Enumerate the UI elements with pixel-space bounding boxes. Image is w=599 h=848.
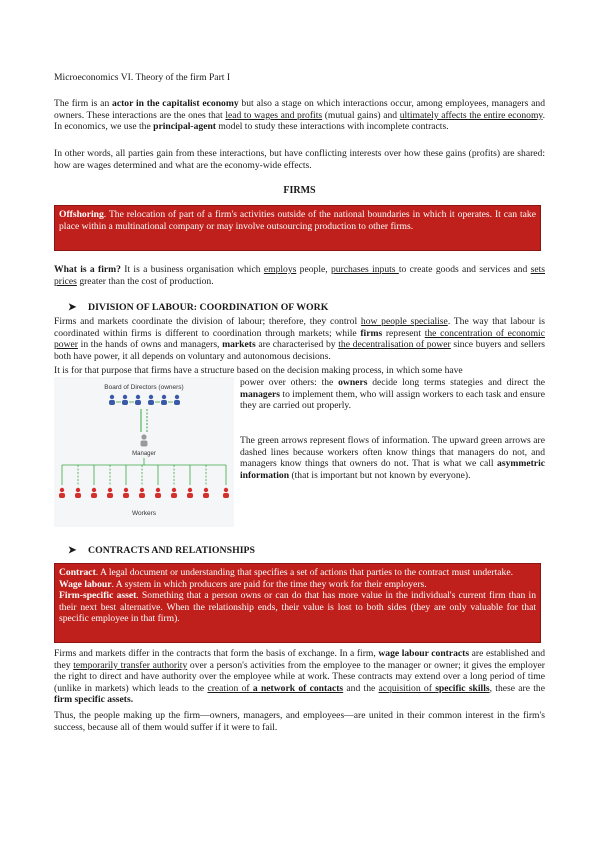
arrow-bullet-icon: ➤ [68, 545, 77, 556]
bold-text: wage labour contracts [378, 648, 470, 659]
firms-section-title: FIRMS [283, 185, 316, 196]
contract-definition [59, 567, 536, 579]
what-is-firm-paragraph [54, 264, 545, 287]
text: model to study these interactions with incomplete contracts. [216, 121, 449, 133]
text: , these are the [489, 682, 545, 694]
bold-underlined-text: a network of contacts [252, 682, 344, 694]
bold-text: firm specific assets. [54, 694, 134, 706]
underlined-text: acquisition of [378, 682, 436, 694]
definition-term: Wage labour [59, 578, 112, 590]
text: Firms and markets differ in the contracts that form the basis of exchange. In a firm, [54, 648, 379, 659]
text: are characterised by [255, 339, 339, 351]
text: since buyers and sellers both have power, it all depends on voluntary and autonomous decisions. [54, 339, 545, 362]
definition-text: . The relocation of part of a firm's activities outside of the national boundaries in which it operates. It can take place within a multinational company or may involve outsourcing production to other firms. [59, 209, 536, 232]
definition-term: Firm-specific asset [59, 590, 137, 602]
underlined-text: the decentralisation of power [338, 339, 451, 351]
text: . In economics, we use the [54, 109, 545, 133]
text: . The way that labour is coordinated within firms is different to coordination through markets; while [54, 316, 545, 339]
division-paragraph [54, 316, 545, 362]
offshoring-definition-box [54, 205, 541, 251]
text: and the [343, 682, 379, 694]
bold-text: markets [222, 339, 256, 351]
bold-text: asymmetric information [240, 458, 545, 481]
text: to implement them, who will assign workers to each task and ensure they are carried out properly. [240, 388, 545, 412]
text: The green arrows represent flows of information. The upward green arrows are dashed lines because workers often know things that managers do not, and managers know things that owners do not. That is what we call [240, 435, 545, 470]
text: Firms and markets coordinate the division of labour; therefore, they control [54, 316, 361, 327]
underlined-text: purchases inputs [330, 264, 399, 275]
definition-text: . A legal document or understanding that specifies a set of actions that parties to the contract must undertake. [95, 567, 513, 578]
contracts-definitions-box [54, 563, 541, 643]
firm-hierarchy-diagram [54, 377, 234, 527]
text: but also a stage on which interactions occur, among employees, managers and owners. These interactions are the ones that [54, 98, 545, 121]
workers-label: Workers [131, 510, 157, 517]
structure-lead: It is for that purpose that firms have a structure based on the decision making process, in which some have [54, 365, 463, 376]
text: are established and they [54, 648, 546, 671]
definition-text: . Something that a person owns or can do that has more value in the individual's current firm than in their next best alternative. When the relationship ends, their value is lost to both sides (they are only valuable for that specific employee in that firm). [59, 590, 536, 625]
manager-label: Manager [132, 451, 156, 457]
structure-side-paragraph-1 [240, 377, 545, 412]
text: It is a business organisation which [120, 264, 264, 275]
definition-term: Contract [59, 567, 96, 578]
underlined-text: temporarily transfer authority [73, 659, 188, 671]
arrow-bullet-icon: ➤ [68, 302, 77, 313]
contracts-paragraph [54, 648, 545, 706]
underlined-text: how people specialise [360, 316, 448, 327]
underlined-text: lead to wages and profits [225, 109, 323, 121]
definition-term: Offshoring [59, 209, 104, 220]
text: power over others: the [240, 377, 339, 388]
division-heading [68, 302, 328, 314]
bold-text: actor in the capitalist economy [112, 98, 239, 109]
underlined-text: employs [263, 264, 297, 275]
structure-side-paragraph-2 [240, 435, 545, 481]
text: represent [382, 327, 425, 339]
text: The firm is an [54, 98, 113, 109]
text: (that is important but not known by everyone). [289, 469, 471, 481]
bold-text: owners [338, 377, 368, 388]
intro-paragraph-2: In other words, all parties gain from these interactions, but have conflicting interests over how these gains (profits) are shared: how are wages determined and what are the economy-wide effects. [54, 148, 545, 171]
heading-text: DIVISION OF LABOUR: COORDINATION OF WORK [88, 302, 329, 313]
board-label: Board of Directors (owners) [104, 384, 184, 391]
bold-text: managers [240, 388, 280, 400]
heading-text: CONTRACTS AND RELATIONSHIPS [88, 545, 255, 556]
firm-specific-asset-definition [59, 590, 536, 625]
bold-underlined-text: specific skills [435, 682, 490, 694]
bold-text: firms [360, 327, 383, 339]
text: over a person's activities from the employee to the manager or owner; it gives the employer the right to direct and have authority over the employee while at work. These contracts may extend over a long period of time (unlike in markets) which leads to the [54, 659, 546, 694]
wage-labour-definition [59, 579, 536, 591]
closing-paragraph: Thus, the people making up the firm—owners, managers, and employees—are united in their common interest in the firm's success, because all of them would suffer if it were to fail. [54, 710, 545, 733]
text: greater than the cost of production. [76, 275, 214, 287]
underlined-text: creation of [207, 682, 253, 694]
text: (mutual gains) and [322, 109, 400, 121]
text: to create goods and services and [398, 264, 531, 275]
text: in the hands of owns and managers, [77, 339, 223, 351]
underlined-text: sets prices [54, 264, 545, 287]
text: decide long terms stategies and direct the [367, 377, 545, 388]
document-title: Microeconomics VI. Theory of the firm Part I [54, 72, 231, 83]
underlined-text: ultimately affects the entire economy [399, 109, 543, 121]
underlined-text: the concentration of economic power [54, 327, 545, 351]
intro-paragraph-1 [54, 98, 545, 133]
bold-text: principal-agent [153, 121, 217, 133]
contracts-heading [68, 545, 255, 557]
definition-text: . A system in which producers are paid for the time they work for their employers. [111, 578, 427, 590]
question-text: What is a firm? [54, 264, 121, 275]
text: people, [296, 264, 331, 275]
